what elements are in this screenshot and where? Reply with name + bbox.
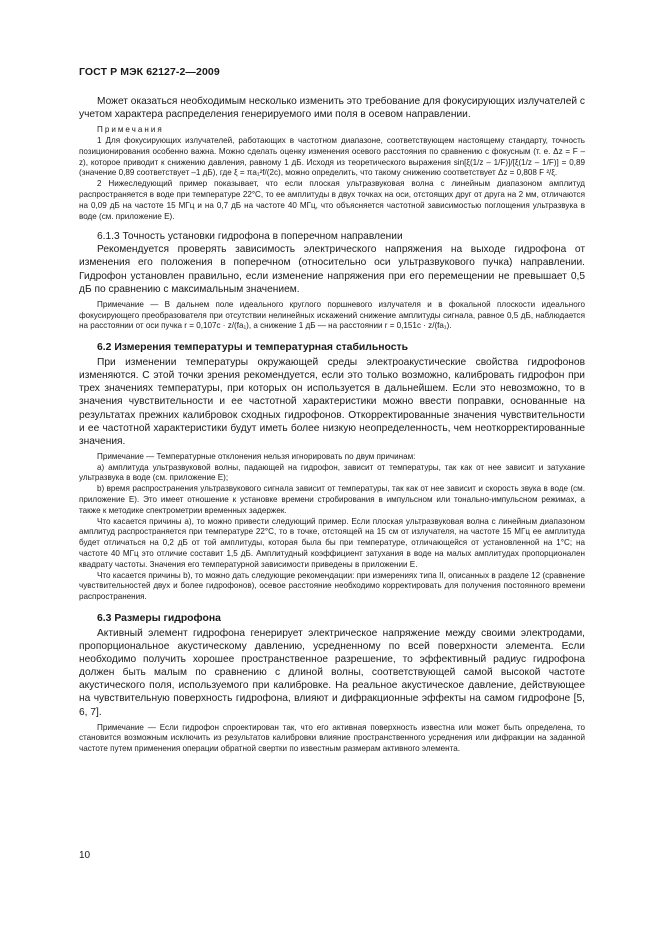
page-header: ГОСТ Р МЭК 62127-2—2009 [79, 66, 220, 78]
page-content [79, 95, 585, 755]
note-item-b: b) время распространения ультразвукового сигнала зависит от температуры, так как от нее зависит и скорость звука в воде (см. приложение Е). Это имеет отношение к установке времени стробирования в импульсном или тонально-импульсном режимах, а также к методике спектрометрии временных задержек. [79, 484, 585, 515]
section-6-3-heading: 6.3 Размеры гидрофона [97, 612, 221, 624]
paragraph: Рекомендуется проверять зависимость электрического напряжения на выходе гидрофона от изменения его положения в поперечном (относительно оси ультразвукового пучка) направлении. Гидрофон установлен правильно, если изменение напряжения при его перемещении не превышает 0,5 дБ по сравнению с максимальным значением. [79, 244, 585, 295]
note-2: 2 Нижеследующий пример показывает, что если плоская ультразвуковая волна с линейным диапазоном амплитуд распространяется в воде при температуре 22°С, то ее амплитуды в двух точках на оси, отстоящих друг от друга на 2 мм, отличаются на 0,09 дБ на частоте 15 МГц и на 0,7 дБ на частоте 40 МГц, что объясняется частотной зависимостью поглощения ультразвука в воде (см. приложение Е). [79, 179, 585, 221]
note-text: Что касается причины b), то можно дать следующие рекомендации: при измерениях типа II, описанных в разделе 12 (сравнение чувствительностей двух и более гидрофонов), осевое расстояние необходимо корректировать для получения постоянного времени распространения. [79, 570, 585, 602]
paragraph: Может оказаться необходимым несколько изменить это требование для фокусирующих излучателей с учетом характера распределения генерируемого ими поля в осевом направлении. [79, 96, 585, 121]
note-1: 1 Для фокусирующих излучателей, работающих в частотном диапазоне, соответствующем настоящему стандарту, точность позиционирования особенно важна. Можно сделать оценку изменения осевого расстояния по сравнению с фокусным (т. е. Δz = F – z), которое приводит к снижению давления, равному 1 дБ. Исходя из теоретического выражения sin[ξ(1/z – 1/F)]/[ξ(1/z – 1/F)] = 0,89 (значение 0,89 соответствует –1 дБ), где ξ = πa₁²f/(2c), можно определить, что такому снижению соответствует Δz = 0,808 F ²/ξ. [79, 135, 585, 178]
note-item-a: a) амплитуда ультразвуковой волны, падающей на гидрофон, зависит от температуры, так как от нее зависит и затухание ультразвука в воде (см. приложение Е); [79, 462, 585, 483]
note: Примечание — Если гидрофон спроектирован так, что его активная поверхность известна или может быть определена, то становится возможным исключить из результатов калибровки влияние пространственного усреднения или дифракции на заданной частоте путем применения операции обратной свертки по известным размерам активного элемента. [79, 722, 585, 754]
paragraph: Активный элемент гидрофона генерирует электрическое напряжение между своими электродами, пропорциональное акустическому давлению, усредненному по всей поверхности элемента. Если необходимо получить хорошее пространственное разрешение, то эффективный радиус гидрофона должен быть малым по сравнению с длиной волны, соответствующей самой высокой частоте акустического поля, используемого при калибровке. На реальное акустическое давление, действующее на чувствительную поверхность гидрофона, влияют и дифракционные эффекты на самом гидрофоне [5, 6, 7]. [79, 627, 585, 718]
page-number: 10 [79, 850, 91, 861]
note-text: Что касается причины а), то можно привести следующий пример. Если плоская ультразвуковая волна с линейным диапазоном амплитуд распространяется при температуре 22°С, то в точке, отстоящей на 15 см от излучателя, на частоте 15 МГц ее амплитуда будет отличаться на 0,2 дБ от той амплитуды, которая была бы при температуре, отличающейся от установленной на 1°С; на частоте 40 МГц это отличие составит 1,5 дБ. Амплитудный коэффициент затухания в воде на малых амплитудах пропорционален квадрату частоты. Значения его температурной зависимости приведены в приложении Е. [79, 516, 585, 569]
section-6-1-3-heading: 6.1.3 Точность установки гидрофона в поперечном направлении [97, 231, 403, 243]
section-6-2-heading: 6.2 Измерения температуры и температурная стабильность [97, 342, 408, 354]
notes-heading: Примечания [97, 125, 164, 135]
note: Примечание — Температурные отклонения нельзя игнорировать по двум причинам: [97, 451, 416, 461]
paragraph: При изменении температуры окружающей среды электроакустические свойства гидрофонов изменяются. С этой точки зрения рекомендуется, если это только возможно, калибровать гидрофон при трех значениях температуры, при которых он используется в дальнейшем. Если это невозможно, то в значения чувствительности и ее частотной характеристики можно ввести поправки, основанные на результатах прежних калибровок сходных гидрофонов. Откорректированные значения чувствительности и ее частотной характеристики будут иметь более низкую неопределенность, чем неоткорректированные значения. [79, 357, 585, 447]
note: Примечание — В дальнем поле идеального круглого поршневого излучателя и в фокальной плоскости идеального фокусирующего преобразователя при отсутствии нелинейных искажений снижение амплитуды сигнала, равное 0,5 дБ, наблюдается на расстоянии от оси пучка r = 0,107c · z/(fa₁), а снижение 1 дБ — на расстоянии r = 0,151c · z/(fa₁). [79, 299, 585, 331]
